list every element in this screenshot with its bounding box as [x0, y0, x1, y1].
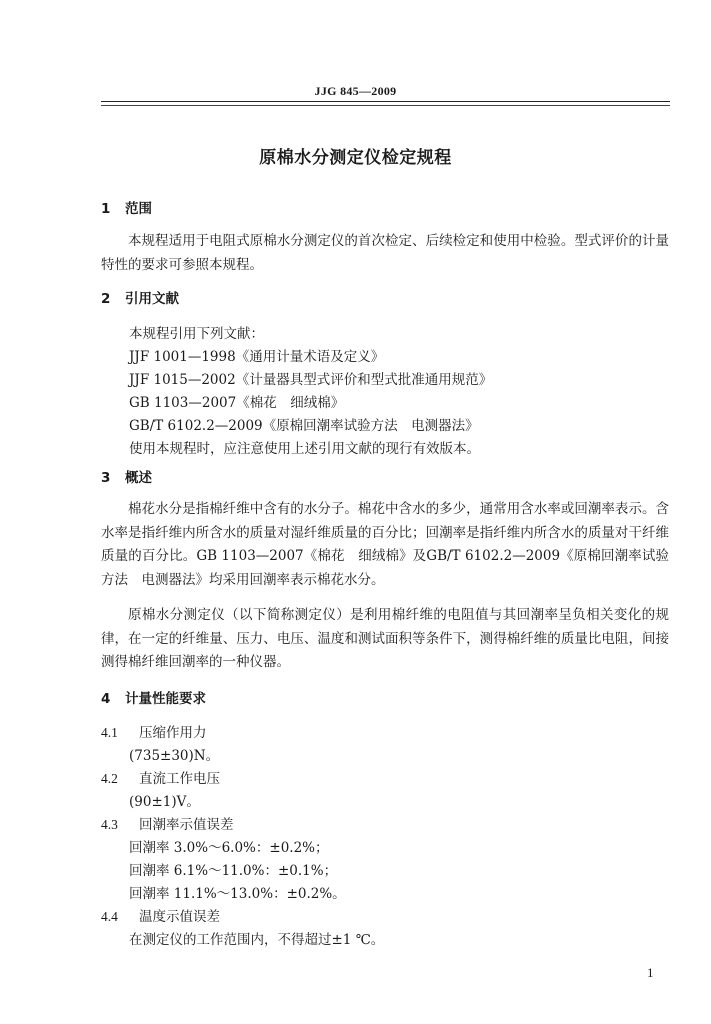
- page-number: 1: [647, 965, 654, 980]
- section-3-paragraph-2: 原棉水分测定仪（以下简称测定仪）是利用棉纤维的电阻值与其回潮率呈负相关变化的规律，在一定的纤维量、压力、电压、温度和测试面积等条件下，测得棉纤维的质量比电阻，间接测得棉纤维回潮率的一种仪器。: [101, 607, 669, 670]
- section-number: 2: [101, 291, 111, 307]
- header-rule-thick: [101, 101, 670, 102]
- section-number: 1: [101, 201, 111, 217]
- section-title: 引用文献: [125, 291, 179, 307]
- section-number: 4: [101, 691, 111, 707]
- section-title: 计量性能要求: [125, 691, 206, 707]
- subsection-title: 回潮率示值误差: [139, 817, 234, 833]
- subsection-4-4-heading: [101, 905, 220, 925]
- subsection-number: 4.2: [101, 771, 118, 786]
- section-4-heading: [101, 687, 206, 707]
- reference-item: GB/T 6102.2—2009《原棉回潮率试验方法 电测器法》: [129, 418, 479, 434]
- section-1-paragraph: 本规程适用于电阻式原棉水分测定仪的首次检定、后续检定和使用中检验。型式评价的计量特性的要求可参照本规程。: [101, 233, 669, 273]
- standard-code-header: JJG 845—2009: [314, 84, 397, 98]
- subsection-number: 4.4: [101, 909, 118, 924]
- references-intro: 本规程引用下列文献：: [129, 326, 264, 342]
- document-title: 原棉水分测定仪检定规程: [259, 148, 452, 168]
- section-number: 3: [101, 470, 111, 486]
- requirement-value: 回潮率 3.0%～6.0%：±0.2%；: [129, 840, 329, 856]
- subsection-title: 压缩作用力: [139, 725, 207, 741]
- reference-item: JJF 1001—1998《通用计量术语及定义》: [129, 349, 385, 365]
- requirement-value: 回潮率 11.1%～13.0%：±0.2%。: [129, 886, 346, 902]
- references-note: 使用本规程时，应注意使用上述引用文献的现行有效版本。: [129, 441, 480, 457]
- subsection-4-1-heading: [101, 721, 207, 741]
- section-3-paragraph-1: 棉花水分是指棉纤维中含有的水分子。棉花中含水的多少，通常用含水率或回潮率表示。含水率是指纤维内所含水的质量对湿纤维质量的百分比；回潮率是指纤维内所含水的质量对干纤维质量的百分比。GB 1103—2007《棉花 细绒棉》及GB/T 6102.2—2009《原棉回潮率试验方法 电测器法》均采用回潮率表示棉花水分。: [101, 501, 669, 588]
- subsection-number: 4.3: [101, 817, 118, 832]
- subsection-title: 温度示值误差: [139, 909, 220, 925]
- subsection-4-3-heading: [101, 813, 234, 833]
- section-3-heading: [101, 466, 152, 486]
- reference-item: GB 1103—2007《棉花 细绒棉》: [129, 395, 345, 411]
- requirement-value: (90±1)V。: [129, 794, 200, 810]
- reference-item: JJF 1015—2002《计量器具型式评价和型式批准通用规范》: [129, 372, 493, 388]
- subsection-number: 4.1: [101, 725, 118, 740]
- subsection-4-2-heading: [101, 767, 220, 787]
- requirement-value: (735±30)N。: [129, 748, 220, 764]
- section-title: 概述: [125, 470, 152, 486]
- header-rule-thin: [101, 105, 670, 106]
- section-2-heading: [101, 287, 179, 307]
- requirement-value: 回潮率 6.1%～11.0%：±0.1%；: [129, 863, 338, 879]
- requirement-value: 在测定仪的工作范围内，不得超过±1 ℃。: [129, 932, 385, 948]
- subsection-title: 直流工作电压: [139, 771, 220, 787]
- section-1-heading: [101, 197, 152, 217]
- section-title: 范围: [125, 201, 152, 217]
